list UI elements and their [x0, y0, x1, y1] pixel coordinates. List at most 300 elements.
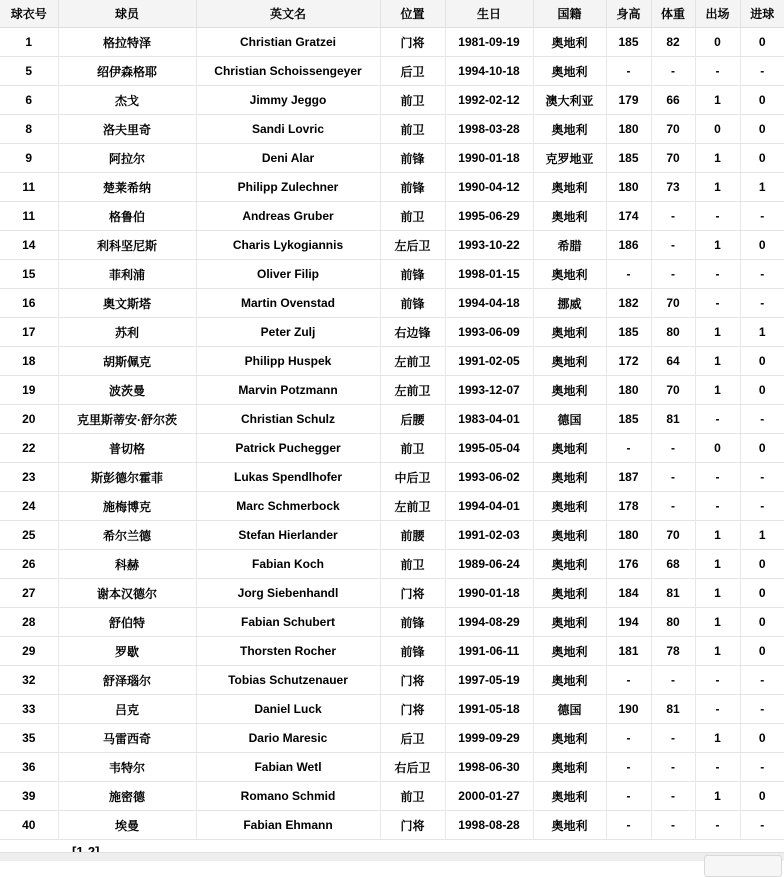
column-header-player-name-cn: 球员: [58, 0, 196, 28]
cell-jersey-number: 25: [0, 521, 58, 550]
cell-weight: -: [651, 57, 695, 86]
cell-player-name-cn: 利科坚尼斯: [58, 231, 196, 260]
cell-height: 180: [606, 376, 651, 405]
cell-player-name-en: Romano Schmid: [196, 782, 380, 811]
cell-appearances: -: [695, 405, 740, 434]
cell-position: 门将: [380, 28, 445, 57]
cell-position: 右后卫: [380, 753, 445, 782]
cell-nationality: 克罗地亚: [533, 144, 606, 173]
cell-goals: 0: [740, 434, 784, 463]
cell-player-name-cn: 波茨曼: [58, 376, 196, 405]
cell-player-name-en: Christian Gratzei: [196, 28, 380, 57]
table-row: [0, 405, 784, 434]
cell-appearances: -: [695, 666, 740, 695]
cell-height: 186: [606, 231, 651, 260]
table-row: [0, 173, 784, 202]
cell-appearances: 1: [695, 231, 740, 260]
cell-jersey-number: 35: [0, 724, 58, 753]
cell-goals: 1: [740, 173, 784, 202]
cell-jersey-number: 18: [0, 347, 58, 376]
cell-player-name-cn: 斯彭德尔霍菲: [58, 463, 196, 492]
cell-goals: -: [740, 202, 784, 231]
cell-birthday: 1998-06-30: [445, 753, 533, 782]
cell-player-name-en: Lukas Spendlhofer: [196, 463, 380, 492]
cell-appearances: -: [695, 811, 740, 840]
cell-height: 194: [606, 608, 651, 637]
cell-player-name-cn: 绍伊森格耶: [58, 57, 196, 86]
cell-player-name-cn: 普切格: [58, 434, 196, 463]
table-row: [0, 115, 784, 144]
cell-weight: -: [651, 202, 695, 231]
cell-nationality: 奥地利: [533, 521, 606, 550]
cell-appearances: 1: [695, 637, 740, 666]
cell-nationality: 奥地利: [533, 753, 606, 782]
cell-position: 前卫: [380, 434, 445, 463]
cell-birthday: 1992-02-12: [445, 86, 533, 115]
cell-weight: 70: [651, 376, 695, 405]
cell-position: 后卫: [380, 724, 445, 753]
table-row: [0, 260, 784, 289]
cell-player-name-en: Jorg Siebenhandl: [196, 579, 380, 608]
cell-birthday: 1995-06-29: [445, 202, 533, 231]
cell-player-name-en: Fabian Ehmann: [196, 811, 380, 840]
cell-appearances: 1: [695, 782, 740, 811]
table-row: [0, 86, 784, 115]
cell-player-name-cn: 韦特尔: [58, 753, 196, 782]
cell-jersey-number: 16: [0, 289, 58, 318]
cell-height: 181: [606, 637, 651, 666]
cell-position: 前卫: [380, 782, 445, 811]
cell-goals: -: [740, 260, 784, 289]
table-row: [0, 202, 784, 231]
cell-player-name-en: Charis Lykogiannis: [196, 231, 380, 260]
cell-appearances: -: [695, 753, 740, 782]
cell-appearances: 1: [695, 579, 740, 608]
cell-nationality: 奥地利: [533, 666, 606, 695]
cell-player-name-en: Fabian Koch: [196, 550, 380, 579]
cell-player-name-cn: 格拉特泽: [58, 28, 196, 57]
cell-appearances: -: [695, 695, 740, 724]
cell-height: 185: [606, 405, 651, 434]
cell-player-name-en: Oliver Filip: [196, 260, 380, 289]
table-row: [0, 28, 784, 57]
cell-player-name-cn: 苏利: [58, 318, 196, 347]
pagination-link[interactable]: [72, 845, 99, 852]
cell-height: -: [606, 811, 651, 840]
cell-birthday: 1990-01-18: [445, 144, 533, 173]
cell-nationality: 奥地利: [533, 724, 606, 753]
cell-weight: -: [651, 782, 695, 811]
cell-nationality: 奥地利: [533, 637, 606, 666]
cell-weight: 82: [651, 28, 695, 57]
cell-weight: 70: [651, 521, 695, 550]
cell-nationality: 奥地利: [533, 579, 606, 608]
cell-position: 前卫: [380, 550, 445, 579]
cell-appearances: -: [695, 202, 740, 231]
cell-height: -: [606, 434, 651, 463]
cell-player-name-en: Philipp Zulechner: [196, 173, 380, 202]
table-row: [0, 579, 784, 608]
table-row: [0, 57, 784, 86]
cell-goals: 0: [740, 376, 784, 405]
cell-birthday: 1998-08-28: [445, 811, 533, 840]
footer-button-partial[interactable]: [704, 855, 782, 877]
cell-appearances: 1: [695, 347, 740, 376]
cell-position: 前卫: [380, 115, 445, 144]
cell-weight: 70: [651, 289, 695, 318]
cell-player-name-cn: 菲利浦: [58, 260, 196, 289]
cell-player-name-en: Fabian Schubert: [196, 608, 380, 637]
cell-position: 左前卫: [380, 376, 445, 405]
cell-jersey-number: 22: [0, 434, 58, 463]
cell-jersey-number: 14: [0, 231, 58, 260]
cell-height: 187: [606, 463, 651, 492]
cell-weight: 64: [651, 347, 695, 376]
cell-player-name-en: Christian Schoissengeyer: [196, 57, 380, 86]
cell-player-name-cn: 杰戈: [58, 86, 196, 115]
cell-appearances: 1: [695, 173, 740, 202]
column-header-player-name-en: 英文名: [196, 0, 380, 28]
cell-weight: 78: [651, 637, 695, 666]
cell-height: 172: [606, 347, 651, 376]
cell-goals: -: [740, 463, 784, 492]
cell-height: -: [606, 724, 651, 753]
cell-birthday: 1993-12-07: [445, 376, 533, 405]
cell-weight: -: [651, 753, 695, 782]
cell-goals: 0: [740, 782, 784, 811]
cell-position: 前锋: [380, 289, 445, 318]
table-row: [0, 782, 784, 811]
cell-appearances: 1: [695, 376, 740, 405]
cell-nationality: 奥地利: [533, 202, 606, 231]
table-row: [0, 521, 784, 550]
cell-height: 184: [606, 579, 651, 608]
table-row: [0, 637, 784, 666]
table-body: [0, 28, 784, 840]
cell-position: 左后卫: [380, 231, 445, 260]
cell-weight: -: [651, 231, 695, 260]
cell-nationality: 奥地利: [533, 376, 606, 405]
cell-appearances: 1: [695, 144, 740, 173]
cell-height: -: [606, 260, 651, 289]
cell-position: 门将: [380, 666, 445, 695]
cell-appearances: -: [695, 492, 740, 521]
cell-goals: 1: [740, 318, 784, 347]
cell-jersey-number: 29: [0, 637, 58, 666]
table-row: [0, 347, 784, 376]
cell-birthday: 1991-06-11: [445, 637, 533, 666]
cell-position: 门将: [380, 579, 445, 608]
cell-nationality: 希腊: [533, 231, 606, 260]
cell-jersey-number: 32: [0, 666, 58, 695]
table-row: [0, 666, 784, 695]
cell-player-name-cn: 马雷西奇: [58, 724, 196, 753]
cell-goals: 1: [740, 521, 784, 550]
cell-weight: 66: [651, 86, 695, 115]
cell-nationality: 澳大利亚: [533, 86, 606, 115]
cell-player-name-en: Thorsten Rocher: [196, 637, 380, 666]
cell-height: -: [606, 666, 651, 695]
cell-height: 185: [606, 28, 651, 57]
cell-birthday: 1991-05-18: [445, 695, 533, 724]
cell-player-name-en: Daniel Luck: [196, 695, 380, 724]
column-header-position: 位置: [380, 0, 445, 28]
cell-player-name-cn: 阿拉尔: [58, 144, 196, 173]
cell-position: 后卫: [380, 57, 445, 86]
cell-birthday: 1991-02-05: [445, 347, 533, 376]
cell-jersey-number: 36: [0, 753, 58, 782]
cell-goals: 0: [740, 86, 784, 115]
cell-nationality: 奥地利: [533, 347, 606, 376]
cell-player-name-en: Peter Zulj: [196, 318, 380, 347]
cell-height: 180: [606, 115, 651, 144]
cell-jersey-number: 11: [0, 202, 58, 231]
cell-player-name-en: Dario Maresic: [196, 724, 380, 753]
cell-height: -: [606, 57, 651, 86]
cell-player-name-cn: 克里斯蒂安·舒尔茨: [58, 405, 196, 434]
cell-jersey-number: 23: [0, 463, 58, 492]
cell-jersey-number: 8: [0, 115, 58, 144]
cell-goals: 0: [740, 347, 784, 376]
cell-position: 前腰: [380, 521, 445, 550]
cell-height: 176: [606, 550, 651, 579]
cell-player-name-cn: 楚莱希纳: [58, 173, 196, 202]
cell-jersey-number: 39: [0, 782, 58, 811]
cell-birthday: 1991-02-03: [445, 521, 533, 550]
cell-player-name-cn: 埃曼: [58, 811, 196, 840]
cell-nationality: 奥地利: [533, 115, 606, 144]
cell-nationality: 德国: [533, 405, 606, 434]
cell-player-name-cn: 奥文斯塔: [58, 289, 196, 318]
cell-player-name-cn: 舒伯特: [58, 608, 196, 637]
table-row: [0, 318, 784, 347]
cell-player-name-en: Martin Ovenstad: [196, 289, 380, 318]
cell-player-name-en: Andreas Gruber: [196, 202, 380, 231]
cell-jersey-number: 27: [0, 579, 58, 608]
cell-height: 182: [606, 289, 651, 318]
cell-appearances: -: [695, 260, 740, 289]
cell-jersey-number: 15: [0, 260, 58, 289]
cell-appearances: 0: [695, 434, 740, 463]
cell-goals: 0: [740, 115, 784, 144]
cell-birthday: 2000-01-27: [445, 782, 533, 811]
cell-position: 门将: [380, 695, 445, 724]
cell-goals: 0: [740, 724, 784, 753]
cell-birthday: 1990-04-12: [445, 173, 533, 202]
cell-weight: 70: [651, 144, 695, 173]
cell-position: 左前卫: [380, 492, 445, 521]
cell-player-name-cn: 谢本汉德尔: [58, 579, 196, 608]
cell-player-name-en: Fabian Wetl: [196, 753, 380, 782]
column-header-nationality: 国籍: [533, 0, 606, 28]
cell-jersey-number: 1: [0, 28, 58, 57]
cell-jersey-number: 17: [0, 318, 58, 347]
cell-goals: -: [740, 666, 784, 695]
cell-nationality: 奥地利: [533, 434, 606, 463]
cell-player-name-en: Stefan Hierlander: [196, 521, 380, 550]
cell-goals: -: [740, 405, 784, 434]
cell-birthday: 1998-03-28: [445, 115, 533, 144]
cell-goals: 0: [740, 550, 784, 579]
cell-birthday: 1989-06-24: [445, 550, 533, 579]
cell-birthday: 1993-06-02: [445, 463, 533, 492]
column-header-height: 身高: [606, 0, 651, 28]
cell-height: 180: [606, 173, 651, 202]
table-row: [0, 811, 784, 840]
cell-height: 178: [606, 492, 651, 521]
cell-jersey-number: 19: [0, 376, 58, 405]
cell-nationality: 挪威: [533, 289, 606, 318]
cell-goals: -: [740, 695, 784, 724]
cell-position: 前锋: [380, 173, 445, 202]
cell-position: 前卫: [380, 202, 445, 231]
cell-weight: 80: [651, 608, 695, 637]
table-header: [0, 0, 784, 28]
cell-weight: -: [651, 724, 695, 753]
cell-jersey-number: 9: [0, 144, 58, 173]
cell-goals: -: [740, 289, 784, 318]
cell-player-name-en: Christian Schulz: [196, 405, 380, 434]
cell-birthday: 1983-04-01: [445, 405, 533, 434]
cell-nationality: 奥地利: [533, 57, 606, 86]
cell-player-name-cn: 希尔兰德: [58, 521, 196, 550]
column-header-weight: 体重: [651, 0, 695, 28]
table-row: [0, 231, 784, 260]
table-row: [0, 753, 784, 782]
cell-weight: 81: [651, 579, 695, 608]
cell-weight: 81: [651, 695, 695, 724]
cell-appearances: 1: [695, 608, 740, 637]
cell-goals: -: [740, 492, 784, 521]
cell-birthday: 1990-01-18: [445, 579, 533, 608]
cell-height: 180: [606, 521, 651, 550]
cell-height: 185: [606, 318, 651, 347]
cell-birthday: 1981-09-19: [445, 28, 533, 57]
cell-position: 前锋: [380, 144, 445, 173]
cell-nationality: 奥地利: [533, 782, 606, 811]
cell-appearances: 1: [695, 318, 740, 347]
cell-nationality: 奥地利: [533, 260, 606, 289]
cell-goals: 0: [740, 579, 784, 608]
cell-position: 前卫: [380, 86, 445, 115]
column-header-goals: 进球: [740, 0, 784, 28]
table-header-row: [0, 0, 784, 28]
cell-player-name-cn: 吕克: [58, 695, 196, 724]
cell-birthday: 1993-10-22: [445, 231, 533, 260]
cell-jersey-number: 6: [0, 86, 58, 115]
cell-nationality: 奥地利: [533, 492, 606, 521]
cell-height: -: [606, 753, 651, 782]
cell-weight: 68: [651, 550, 695, 579]
cell-jersey-number: 5: [0, 57, 58, 86]
cell-birthday: 1994-04-01: [445, 492, 533, 521]
cell-weight: 73: [651, 173, 695, 202]
cell-birthday: 1999-09-29: [445, 724, 533, 753]
cell-weight: 81: [651, 405, 695, 434]
cell-nationality: 奥地利: [533, 28, 606, 57]
cell-player-name-cn: 施密德: [58, 782, 196, 811]
cell-player-name-en: Marvin Potzmann: [196, 376, 380, 405]
cell-weight: -: [651, 492, 695, 521]
cell-nationality: 奥地利: [533, 550, 606, 579]
cell-appearances: 1: [695, 86, 740, 115]
cell-weight: -: [651, 811, 695, 840]
table-row: [0, 724, 784, 753]
cell-appearances: -: [695, 463, 740, 492]
cell-nationality: 奥地利: [533, 811, 606, 840]
cell-nationality: 德国: [533, 695, 606, 724]
cell-height: 179: [606, 86, 651, 115]
cell-position: 中后卫: [380, 463, 445, 492]
column-header-birthday: 生日: [445, 0, 533, 28]
cell-appearances: 1: [695, 521, 740, 550]
cell-appearances: 1: [695, 550, 740, 579]
cell-position: 左前卫: [380, 347, 445, 376]
cell-birthday: 1998-01-15: [445, 260, 533, 289]
cell-goals: 0: [740, 637, 784, 666]
table-row: [0, 144, 784, 173]
cell-nationality: 奥地利: [533, 608, 606, 637]
cell-position: 后腰: [380, 405, 445, 434]
cell-birthday: 1993-06-09: [445, 318, 533, 347]
cell-jersey-number: 11: [0, 173, 58, 202]
cell-player-name-en: Jimmy Jeggo: [196, 86, 380, 115]
cell-player-name-en: Tobias Schutzenauer: [196, 666, 380, 695]
cell-jersey-number: 33: [0, 695, 58, 724]
cell-goals: 0: [740, 231, 784, 260]
cell-height: 185: [606, 144, 651, 173]
table-row: [0, 492, 784, 521]
cell-jersey-number: 28: [0, 608, 58, 637]
column-header-appearances: 出场: [695, 0, 740, 28]
cell-player-name-cn: 格鲁伯: [58, 202, 196, 231]
cell-appearances: -: [695, 57, 740, 86]
cell-goals: 0: [740, 28, 784, 57]
cell-nationality: 奥地利: [533, 318, 606, 347]
cell-appearances: 1: [695, 724, 740, 753]
cell-appearances: 0: [695, 115, 740, 144]
cell-appearances: 0: [695, 28, 740, 57]
cell-player-name-cn: 施梅博克: [58, 492, 196, 521]
cell-nationality: 奥地利: [533, 463, 606, 492]
cell-weight: -: [651, 260, 695, 289]
cell-birthday: 1997-05-19: [445, 666, 533, 695]
table-row: [0, 289, 784, 318]
table-row: [0, 608, 784, 637]
column-header-jersey-number: 球衣号: [0, 0, 58, 28]
cell-birthday: 1994-04-18: [445, 289, 533, 318]
cell-birthday: 1995-05-04: [445, 434, 533, 463]
cell-position: 门将: [380, 811, 445, 840]
table-row: [0, 695, 784, 724]
cell-weight: -: [651, 463, 695, 492]
cell-jersey-number: 40: [0, 811, 58, 840]
table-row: [0, 463, 784, 492]
cell-jersey-number: 26: [0, 550, 58, 579]
cell-position: 右边锋: [380, 318, 445, 347]
cell-height: 190: [606, 695, 651, 724]
cell-position: 前锋: [380, 637, 445, 666]
table-row: [0, 376, 784, 405]
cell-birthday: 1994-10-18: [445, 57, 533, 86]
cell-player-name-en: Philipp Huspek: [196, 347, 380, 376]
cell-player-name-cn: 舒泽瑙尔: [58, 666, 196, 695]
cell-jersey-number: 20: [0, 405, 58, 434]
cell-player-name-cn: 科赫: [58, 550, 196, 579]
cell-player-name-en: Patrick Puchegger: [196, 434, 380, 463]
cell-goals: -: [740, 57, 784, 86]
table-row: [0, 434, 784, 463]
